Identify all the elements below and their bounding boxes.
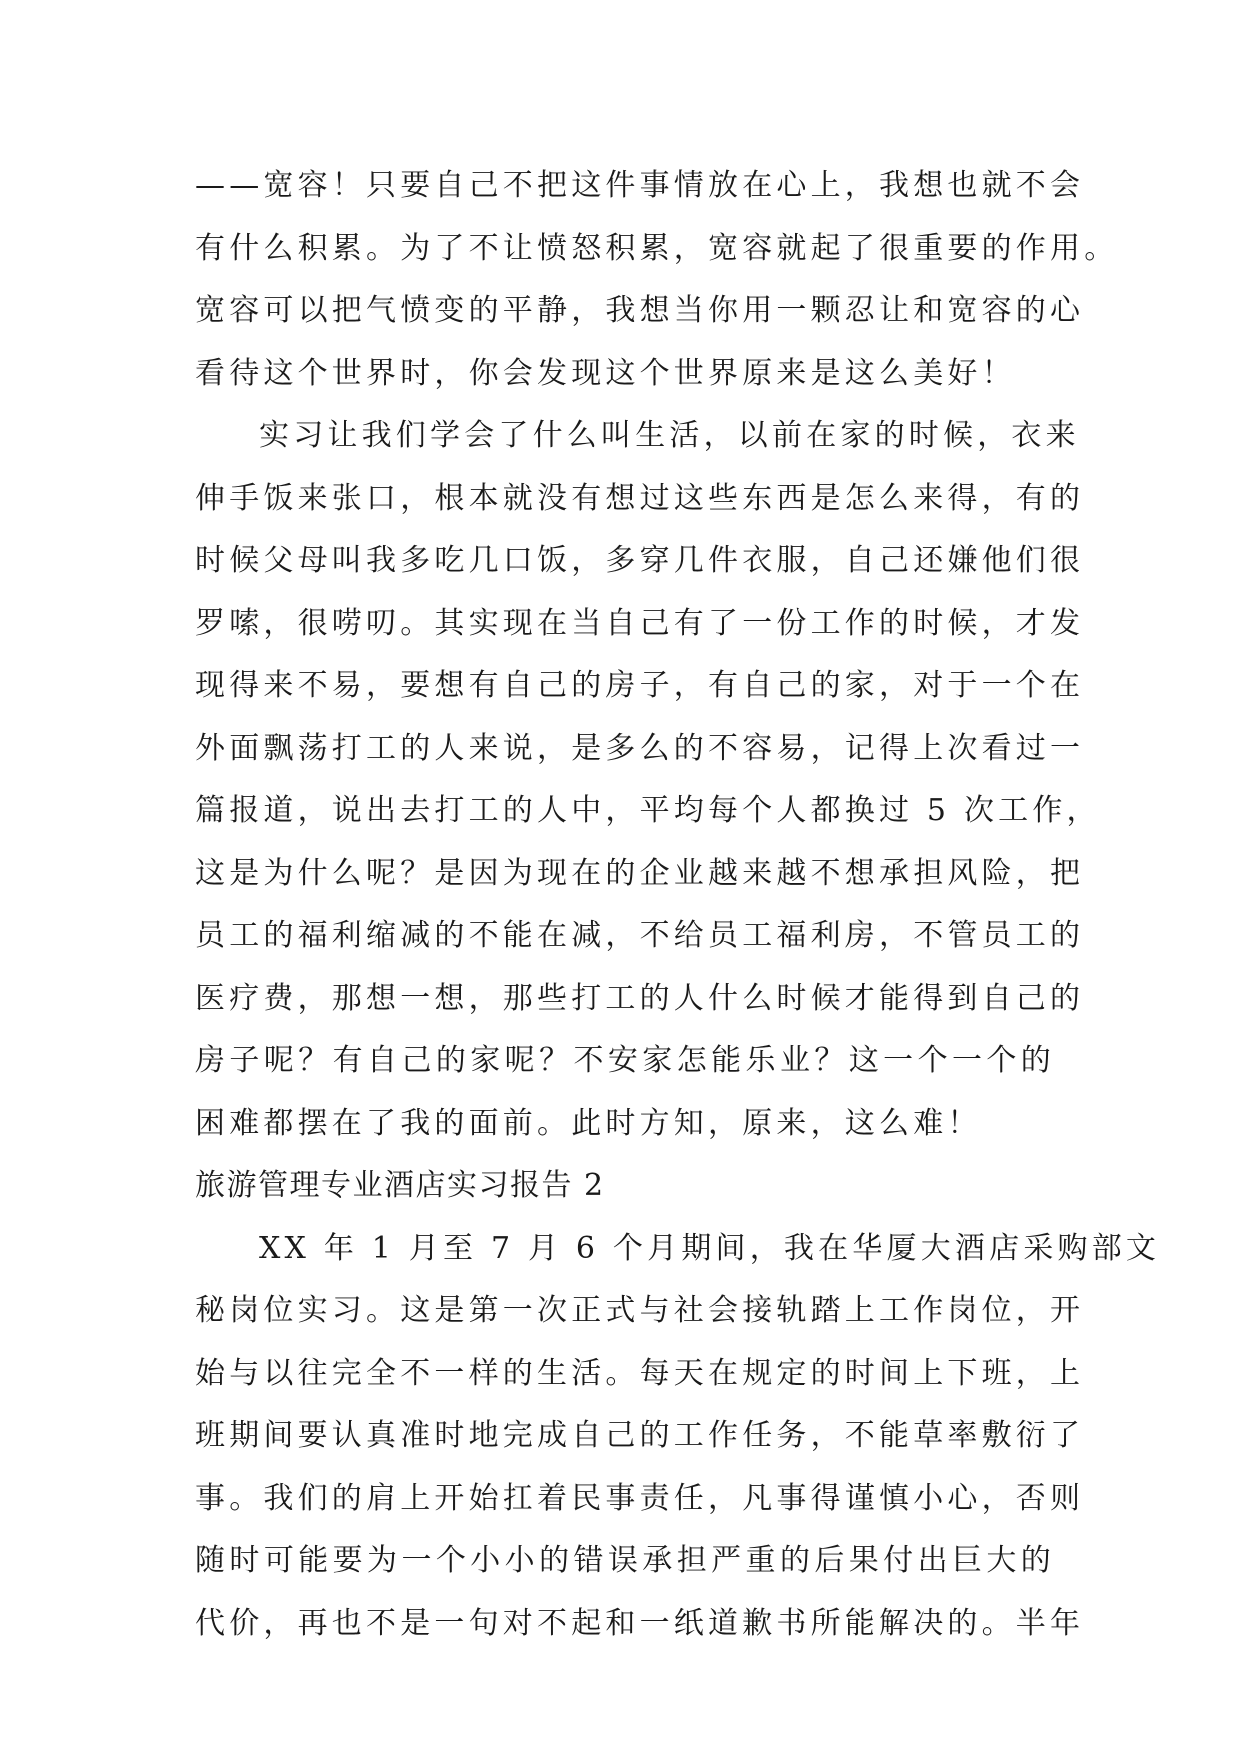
text-line: 随时可能要为一个小小的错误承担严重的后果付出巨大的 — [195, 1543, 1055, 1578]
text-line: 篇报道，说出去打工的人中，平均每个人都换过 5 次工作， — [195, 793, 1101, 828]
text-line: 实习让我们学会了什么叫生活，以前在家的时候，衣来 — [259, 418, 1080, 453]
text-line: 事。我们的肩上开始扛着民事责任，凡事得谨慎小心，否则 — [195, 1480, 1085, 1516]
text-line: 员工的福利缩减的不能在减，不给员工福利房，不管员工的 — [195, 918, 1085, 953]
text-line: 秘岗位实习。这是第一次正式与社会接轨踏上工作岗位，开 — [195, 1293, 1085, 1328]
text-line: 罗嗦，很唠叨。其实现在当自己有了一份工作的时候，才发 — [195, 605, 1085, 641]
text-line: 医疗费，那想一想，那些打工的人什么时候才能得到自己的 — [195, 980, 1085, 1016]
text-line: 伸手饭来张口，根本就没有想过这些东西是怎么来得，有的 — [195, 480, 1085, 516]
text-line: ——宽容！只要自己不把这件事情放在心上，我想也就不会 — [195, 168, 1085, 203]
document-body — [195, 155, 1161, 1655]
text-line: 代价，再也不是一句对不起和一纸道歉书所能解决的。半年 — [195, 1605, 1085, 1641]
text-line: 这是为什么呢？是因为现在的企业越来越不想承担风险，把 — [195, 855, 1085, 891]
text-line: 宽容可以把气愤变的平静，我想当你用一颗忍让和宽容的心 — [195, 293, 1085, 328]
text-line: XX 年 1 月至 7 月 6 个月期间，我在华厦大酒店采购部文 — [259, 1230, 1161, 1266]
text-line: 班期间要认真准时地完成自己的工作任务，不能草率敷衍了 — [195, 1418, 1085, 1453]
text-line: 始与以往完全不一样的生活。每天在规定的时间上下班，上 — [195, 1355, 1085, 1391]
text-line: 有什么积累。为了不让愤怒积累，宽容就起了很重要的作用。 — [195, 230, 1119, 266]
text-line: 现得来不易，要想有自己的房子，有自己的家，对于一个在 — [195, 668, 1085, 703]
text-line: 房子呢？有自己的家呢？不安家怎能乐业？这一个一个的 — [195, 1043, 1055, 1078]
text-line: 看待这个世界时，你会发现这个世界原来是这么美好！ — [195, 355, 1016, 391]
text-line: 困难都摆在了我的面前。此时方知，原来，这么难！ — [195, 1105, 982, 1141]
section-heading: 旅游管理专业酒店实习报告 2 — [195, 1168, 605, 1203]
text-line: 外面飘荡打工的人来说，是多么的不容易，记得上次看过一 — [195, 730, 1085, 766]
text-line: 时候父母叫我多吃几口饭，多穿几件衣服，自己还嫌他们很 — [195, 543, 1085, 578]
